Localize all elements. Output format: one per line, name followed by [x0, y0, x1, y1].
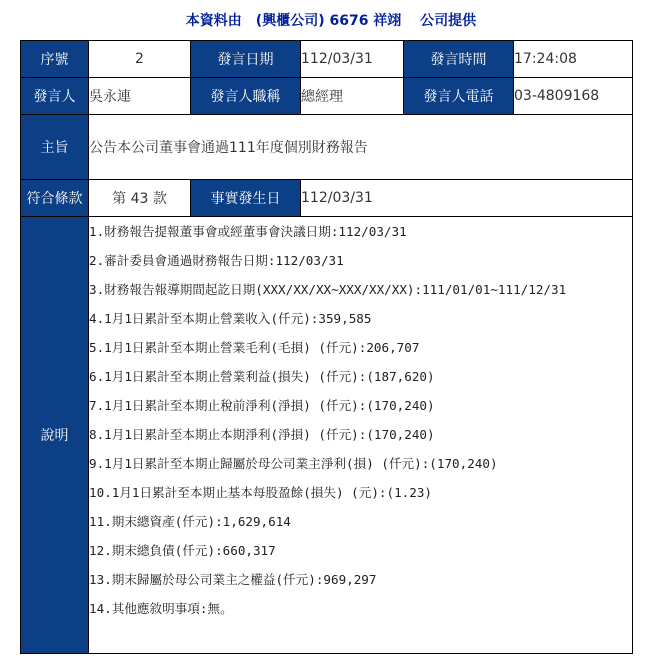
time-label: 發言時間 [404, 41, 514, 78]
description-line: 2.審計委員會通過財務報告日期:112/03/31 [89, 253, 344, 268]
description-line: 6.1月1日累計至本期止營業利益(損失) (仟元):(187,620) [89, 369, 435, 384]
time-value: 17:24:08 [514, 41, 633, 78]
date-value: 112/03/31 [301, 41, 404, 78]
speaker-phone-label: 發言人電話 [404, 78, 514, 115]
description-body [89, 217, 633, 654]
speaker-phone-value: 03-4809168 [514, 78, 633, 115]
seq-label: 序號 [21, 41, 89, 78]
description-line: 4.1月1日累計至本期止營業收入(仟元):359,585 [89, 311, 372, 326]
description-line: 13.期末歸屬於母公司業主之權益(仟元):969,297 [89, 572, 377, 587]
clause-label: 符合條款 [21, 180, 89, 217]
description-line: 10.1月1日累計至本期止基本每股盈餘(損失) (元):(1.23) [89, 485, 432, 500]
speaker-label: 發言人 [21, 78, 89, 115]
source-header: 本資料由 (興櫃公司) 6676 祥翊 公司提供 [185, 13, 477, 29]
description-line: 3.財務報告報導期間起訖日期(XXX/XX/XX~XXX/XX/XX):111/01/01~111/12/31 [89, 282, 567, 297]
description-line: 14.其他應敘明事項:無。 [89, 601, 233, 616]
description-line: 12.期末總負債(仟元):660,317 [89, 543, 276, 558]
speaker-value: 吳永連 [89, 78, 191, 115]
description-line: 11.期末總資產(仟元):1,629,614 [89, 514, 291, 529]
description-line: 8.1月1日累計至本期止本期淨利(淨損) (仟元):(170,240) [89, 427, 435, 442]
date-label: 發言日期 [191, 41, 301, 78]
seq-value: 2 [89, 41, 191, 78]
description-line: 7.1月1日累計至本期止稅前淨利(淨損) (仟元):(170,240) [89, 398, 435, 413]
description-label: 說明 [21, 217, 89, 654]
speaker-title-value: 總經理 [301, 78, 404, 115]
description-line: 9.1月1日累計至本期止歸屬於母公司業主淨利(損) (仟元):(170,240) [89, 456, 498, 471]
subject-label: 主旨 [21, 115, 89, 180]
announcement-table [20, 40, 633, 654]
speaker-title-label: 發言人職稱 [191, 78, 301, 115]
description-line: 1.財務報告提報董事會或經董事會決議日期:112/03/31 [89, 224, 407, 239]
clause-value: 第 43 款 [89, 180, 191, 217]
description-line: 5.1月1日累計至本期止營業毛利(毛損) (仟元):206,707 [89, 340, 420, 355]
event-date-label: 事實發生日 [191, 180, 301, 217]
subject-value: 公告本公司董事會通過111年度個別財務報告 [89, 115, 633, 180]
event-date-value: 112/03/31 [301, 180, 633, 217]
